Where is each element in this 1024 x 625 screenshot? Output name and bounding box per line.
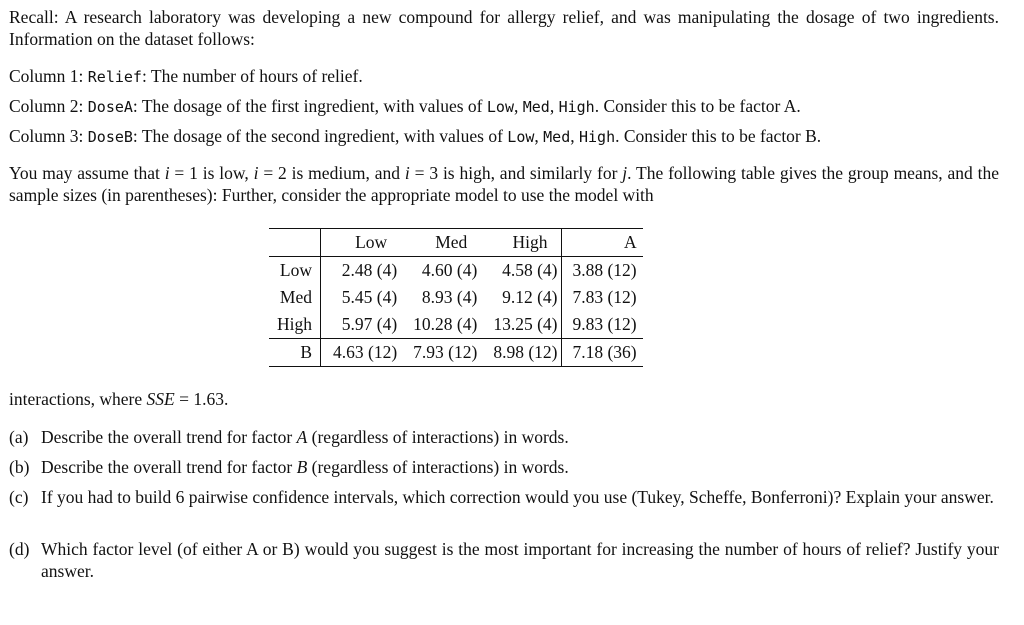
table-grand-mean-cell: 7.18 (36)	[562, 339, 643, 367]
table-margin-row-b	[269, 339, 643, 367]
table-header-row	[269, 229, 643, 257]
table-cell: 5.45 (4)	[341, 287, 398, 307]
column-2-value-med: Med	[522, 98, 550, 116]
table-col-header-high: High	[481, 229, 562, 257]
factor-symbol-a: A	[296, 427, 308, 447]
column-1-description	[9, 65, 999, 88]
column-2-prefix: Column 2:	[9, 96, 88, 116]
question-text-part: (regardless of interactions) in words.	[307, 457, 569, 477]
column-3-value-high: High	[578, 128, 616, 146]
assume-eq-3: = 3 is high, and similarly for	[409, 163, 623, 183]
assume-text-2: . The following table gives the group means, and the sample sizes (in parentheses): Further, consider the appropriate model to use the model with	[9, 163, 999, 205]
assume-var-i-2: i	[253, 163, 259, 183]
table-col-header-med: Med	[401, 229, 481, 257]
question-text	[41, 426, 999, 448]
table-margin-cell: 7.83 (12)	[562, 284, 643, 311]
column-2-text-a: : The dosage of the first ingredient, with values of	[132, 96, 487, 116]
question-text-part: (regardless of interactions) in words.	[307, 427, 569, 447]
assume-eq-1: = 1 is low,	[169, 163, 254, 183]
table-col-header-a: A	[562, 229, 643, 257]
question-d	[9, 538, 999, 582]
table-row-label: Med	[269, 284, 321, 311]
table-cell: 4.63 (12)	[321, 339, 402, 367]
interactions-text: interactions, where	[9, 389, 147, 409]
column-3-prefix: Column 3:	[9, 126, 88, 146]
question-label: (c)	[9, 487, 29, 507]
assume-text-1: You may assume that	[9, 163, 165, 183]
question-text: If you had to build 6 pairwise confidence intervals, which correction would you use (Tukey, Scheffe, Bonferroni)? Explain your answer.	[41, 487, 994, 507]
table-margin-cell: 9.83 (12)	[562, 311, 643, 339]
sse-value: = 1.63.	[174, 389, 229, 409]
column-1-name: Relief	[87, 68, 142, 86]
question-text-part: Describe the overall trend for factor	[41, 427, 297, 447]
column-1-prefix: Column 1:	[9, 66, 88, 86]
table-row	[269, 257, 643, 285]
question-c	[9, 486, 999, 508]
table-row	[269, 284, 643, 311]
column-3-description	[9, 125, 999, 148]
table-cell: 5.97 (4)	[341, 314, 398, 334]
table-col-header-low: Low	[321, 229, 402, 257]
column-2-description	[9, 95, 999, 118]
table-row-label: High	[269, 311, 321, 339]
table-cell: 8.93 (4)	[421, 287, 478, 307]
table-cell: 8.98 (12)	[481, 339, 562, 367]
table-cell: 2.48 (4)	[341, 260, 398, 280]
assume-eq-2: = 2 is medium, and	[258, 163, 405, 183]
assume-var-i-3: i	[404, 163, 410, 183]
table-margin-cell: 3.88 (12)	[562, 257, 643, 285]
column-1-text: : The number of hours of relief.	[141, 66, 363, 86]
assume-var-j: j	[622, 163, 628, 183]
column-2-sep-1: ,	[513, 96, 523, 116]
table-cell: 7.93 (12)	[401, 339, 481, 367]
table-cell: 4.58 (4)	[502, 260, 558, 280]
table-cell: 4.60 (4)	[421, 260, 478, 280]
sse-symbol: SSE	[146, 389, 175, 409]
question-text	[41, 456, 999, 478]
table-corner-cell	[269, 229, 321, 257]
table-row	[269, 311, 643, 339]
table-cell: 9.12 (4)	[502, 287, 558, 307]
table-row-label: B	[269, 339, 321, 367]
question-a	[9, 426, 999, 448]
table-cell: 10.28 (4)	[413, 314, 478, 334]
group-means-table	[269, 228, 643, 367]
table-cell: 13.25 (4)	[493, 314, 558, 334]
column-2-sep-2: ,	[549, 96, 559, 116]
question-label: (d)	[9, 539, 30, 559]
question-b	[9, 456, 999, 478]
column-3-name: DoseB	[87, 128, 133, 146]
column-3-text-b: . Consider this to be factor B.	[615, 126, 822, 146]
column-2-text-b: . Consider this to be factor A.	[594, 96, 801, 116]
column-3-sep-1: ,	[534, 126, 544, 146]
column-2-value-high: High	[558, 98, 595, 116]
column-3-sep-2: ,	[570, 126, 579, 146]
assume-var-i-1: i	[164, 163, 170, 183]
interactions-sentence	[9, 388, 999, 410]
question-text-part: Describe the overall trend for factor	[41, 457, 297, 477]
factor-symbol-b: B	[296, 457, 308, 477]
column-2-value-low: Low	[486, 98, 514, 116]
column-2-name: DoseA	[87, 98, 133, 116]
column-3-value-low: Low	[507, 128, 535, 146]
question-label: (a)	[9, 427, 29, 447]
table-row-label: Low	[269, 257, 321, 285]
question-label: (b)	[9, 457, 30, 477]
assumption-paragraph	[9, 162, 999, 206]
column-3-value-med: Med	[543, 128, 571, 146]
intro-paragraph: Recall: A research laboratory was developing a new compound for allergy relief, and was manipulating the dosage of two ingredients. Information on the dataset follows:	[9, 7, 999, 49]
question-text: Which factor level (of either A or B) would you suggest is the most important for increasing the number of hours of relief? Justify your answer.	[41, 539, 999, 581]
column-3-text-a: : The dosage of the second ingredient, with values of	[132, 126, 508, 146]
